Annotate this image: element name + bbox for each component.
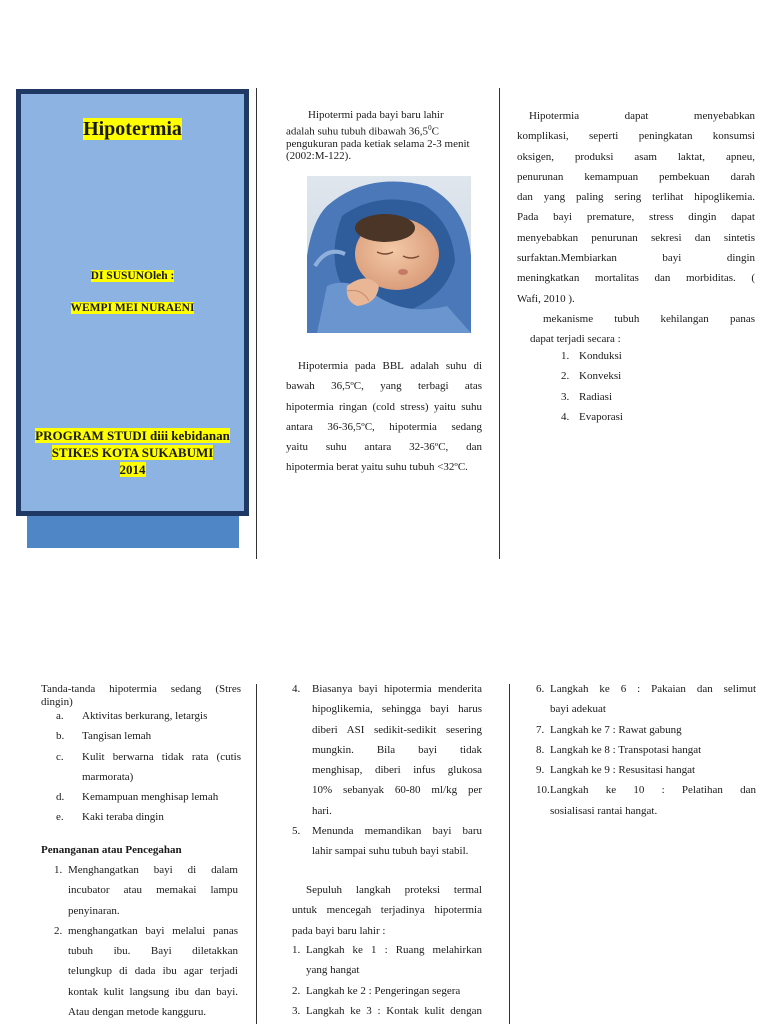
list-item: 1. Menghangatkan bayi di dalam incubator atau memakai lampu penyinaran. xyxy=(54,864,238,917)
list-item: 3. Langkah ke 3 : Kontak kulit dengan xyxy=(292,1004,482,1017)
baby-illustration xyxy=(307,176,471,333)
cover-author-name: WEMPI MEI NURAENI xyxy=(70,302,195,314)
list-item: 4. Evaporasi xyxy=(561,410,623,423)
bbl-hypothermia-paragraph: Hipotermia pada BBL adalah suhu di bawah 36,5ºC, yang terbagi atas hipotermia ringan (cold stress) yaitu suhu antara 36-36,5ºC, hipotermia sedang yaitu suhu antara 32-36ºC, dan hipotermia berat yaitu suhu tubuh <32ºC. xyxy=(286,360,482,474)
list-item: 2. Konveksi xyxy=(561,370,622,383)
mechanism-list xyxy=(561,346,741,427)
cover-title: Hipotermia xyxy=(83,118,182,140)
list-item: 1. Konduksi xyxy=(561,350,622,362)
list-item: a. Aktivitas berkurang, letargis xyxy=(56,710,208,722)
section-heading: Penanganan atau Pencegahan xyxy=(41,844,182,856)
intro-paragraph: Hipotermi pada bayi baru lahir adalah suhu tubuh dibawah 36,5$^0$C pengukuran pada ketiak selama 2-3 menit (2002:M-122). xyxy=(286,109,470,163)
column-divider xyxy=(256,88,257,559)
column-divider xyxy=(509,684,510,1024)
signs-section: Tanda-tanda hipotermia sedang (Stres dingin) xyxy=(41,683,241,708)
newborn-baby-photo xyxy=(307,176,471,333)
list-item: 10. Langkah ke 10 : Pelatihan dan sosialisasi rantai hangat. xyxy=(536,784,756,817)
column-divider xyxy=(256,684,257,1024)
cover-program: PROGRAM STUDI diii kebidanan STIKES KOTA SUKABUMI 2014 xyxy=(35,428,230,477)
list-item: 4. Biasanya bayi hipotermia menderita hipoglikemia, sehingga bayi harus diberi ASI sedikit-sedikit sesering mungkin. Bila bayi tidak menghisap, diberi infus glukosa 10% sebanyak 60-80 ml/kg per hari. xyxy=(292,683,482,817)
complications-paragraph: Hipotermia dapat menyebabkan komplikasi, seperti peningkatan konsumsi oksigen, produksi asam laktat, apneu, penurunan kemampuan pembekuan darah dan yang paling sering terlihat hipoglikemia. Pada bayi premature, stress dingin dapat menyebabkan penurunan sekresi dan sintetis surfaktan.Membiarkan bayi dingin meningkatkan mortalitas dan morbiditas. ( Wafi, 2010 ). mekanisme tubuh kehilangan panas dapat terjadi secara : xyxy=(517,110,755,346)
list-item: 2. menghangatkan bayi melalui panas tubuh ibu. Bayi diletakkan telungkup di dada ibu agar terjadi kontak kulit langsung ibu dan bayi. Atau dengan metode kangguru. xyxy=(54,924,238,1019)
list-item: 8. Langkah ke 8 : Transpotasi hangat xyxy=(536,743,702,756)
list-item: 9. Langkah ke 9 : Resusitasi hangat xyxy=(536,764,696,777)
list-item: 7. Langkah ke 7 : Rawat gabung xyxy=(536,723,682,736)
list-item: d. Kemampuan menghisap lemah xyxy=(56,791,219,804)
ten-steps-list xyxy=(292,940,482,1021)
list-item: 2. Langkah ke 2 : Pengeringan segera xyxy=(292,984,461,997)
prevention-list xyxy=(54,860,238,1022)
list-item: 5. Menunda memandikan bayi baru lahir sampai suhu tubuh bayi stabil. xyxy=(292,825,482,858)
list-item: 1. Langkah ke 1 : Ruang melahirkan yang hangat xyxy=(292,944,482,977)
cover-panel xyxy=(16,89,249,516)
column-divider xyxy=(499,88,500,559)
ten-steps-list-continued xyxy=(536,679,756,821)
list-item: b. Tangisan lemah xyxy=(56,730,152,743)
list-item: c. Kulit berwarna tidak rata (cutis marmorata) xyxy=(56,750,241,783)
cover-author-label: DI SUSUNOleh : xyxy=(90,270,175,282)
signs-list xyxy=(56,706,241,828)
ten-steps-intro: Sepuluh langkah proteksi termal untuk mencegah terjadinya hipotermia pada bayi baru lahir : xyxy=(292,884,482,937)
list-item: e. Kaki teraba dingin xyxy=(56,811,164,824)
list-item: 6. Langkah ke 6 : Pakaian dan selimut bayi adekuat xyxy=(536,683,756,716)
prevention-list-continued xyxy=(292,679,482,862)
list-item: 3. Radiasi xyxy=(561,390,612,403)
